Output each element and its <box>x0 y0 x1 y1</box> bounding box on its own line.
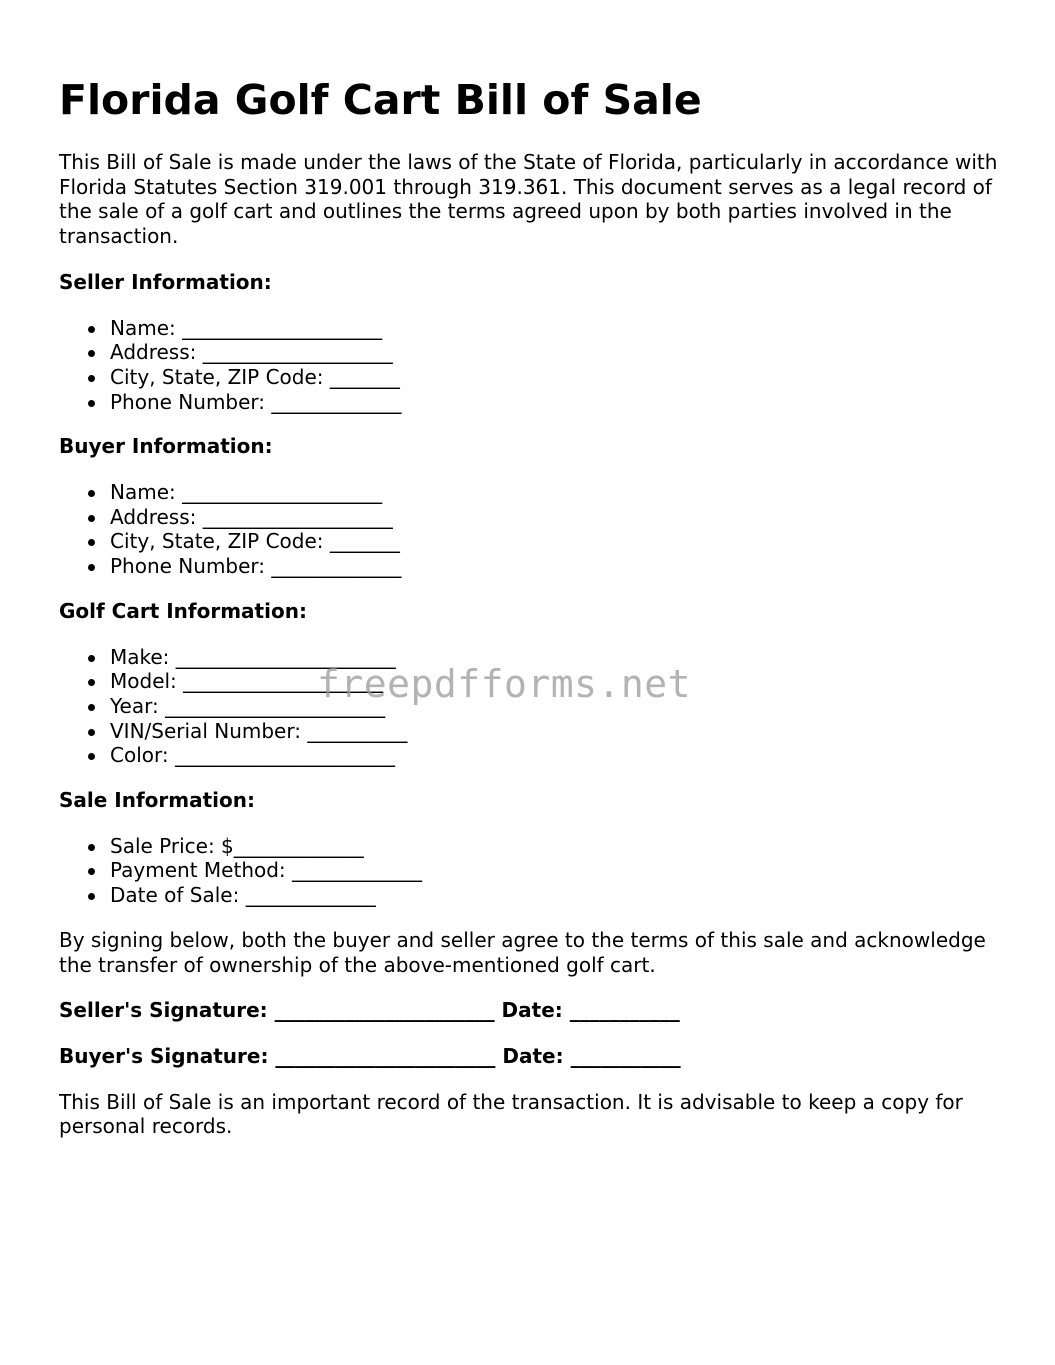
cart-make-field: Make: ______________________ <box>110 645 1009 670</box>
sale-date-field: Date of Sale: _____________ <box>110 883 1009 908</box>
document-page <box>59 72 1009 1160</box>
seller-address-field: Address: ___________________ <box>110 340 1009 365</box>
buyer-city-state-zip-field: City, State, ZIP Code: _______ <box>110 529 1009 554</box>
page-title: Florida Golf Cart Bill of Sale <box>59 76 702 124</box>
buyer-address-field: Address: ___________________ <box>110 505 1009 530</box>
cart-section-heading: Golf Cart Information: <box>59 598 307 623</box>
seller-city-state-zip-field: City, State, ZIP Code: _______ <box>110 365 1009 390</box>
seller-fields-list <box>59 316 1009 415</box>
sale-price-field: Sale Price: $_____________ <box>110 834 1009 859</box>
seller-section-heading: Seller Information: <box>59 269 272 294</box>
sale-section-heading: Sale Information: <box>59 788 255 813</box>
cart-model-field: Model: ____________________ <box>110 669 1009 694</box>
closing-paragraph: This Bill of Sale is an important record of the transaction. It is advisable to keep a copy for personal records. <box>59 1089 963 1139</box>
cart-vin-field: VIN/Serial Number: __________ <box>110 719 1009 744</box>
buyer-fields-list <box>59 480 1009 579</box>
seller-phone-field: Phone Number: _____________ <box>110 390 1009 415</box>
intro-paragraph: This Bill of Sale is made under the laws of the State of Florida, particularly in accordance with Florida Statutes Section 319.001 through 319.361. This document serves as a legal record of the sale of a golf cart and outlines the terms agreed upon by both parties involved in the transaction. <box>59 150 998 249</box>
watermark-text: freepdfforms.net <box>317 662 692 706</box>
cart-color-field: Color: ______________________ <box>110 743 1009 768</box>
cart-year-field: Year: ______________________ <box>110 694 1009 719</box>
buyer-signature-line: Buyer's Signature: ______________________ Date: ___________ <box>59 1043 681 1068</box>
seller-signature-line: Seller's Signature: ______________________ Date: ___________ <box>59 998 680 1023</box>
seller-name-field: Name: ____________________ <box>110 316 1009 341</box>
sale-payment-method-field: Payment Method: _____________ <box>110 858 1009 883</box>
buyer-section-heading: Buyer Information: <box>59 434 273 459</box>
agreement-paragraph: By signing below, both the buyer and seller agree to the terms of this sale and acknowledge the transfer of ownership of the above-mentioned golf cart. <box>59 927 986 977</box>
buyer-phone-field: Phone Number: _____________ <box>110 554 1009 579</box>
buyer-name-field: Name: ____________________ <box>110 480 1009 505</box>
sale-fields-list <box>59 834 1009 908</box>
